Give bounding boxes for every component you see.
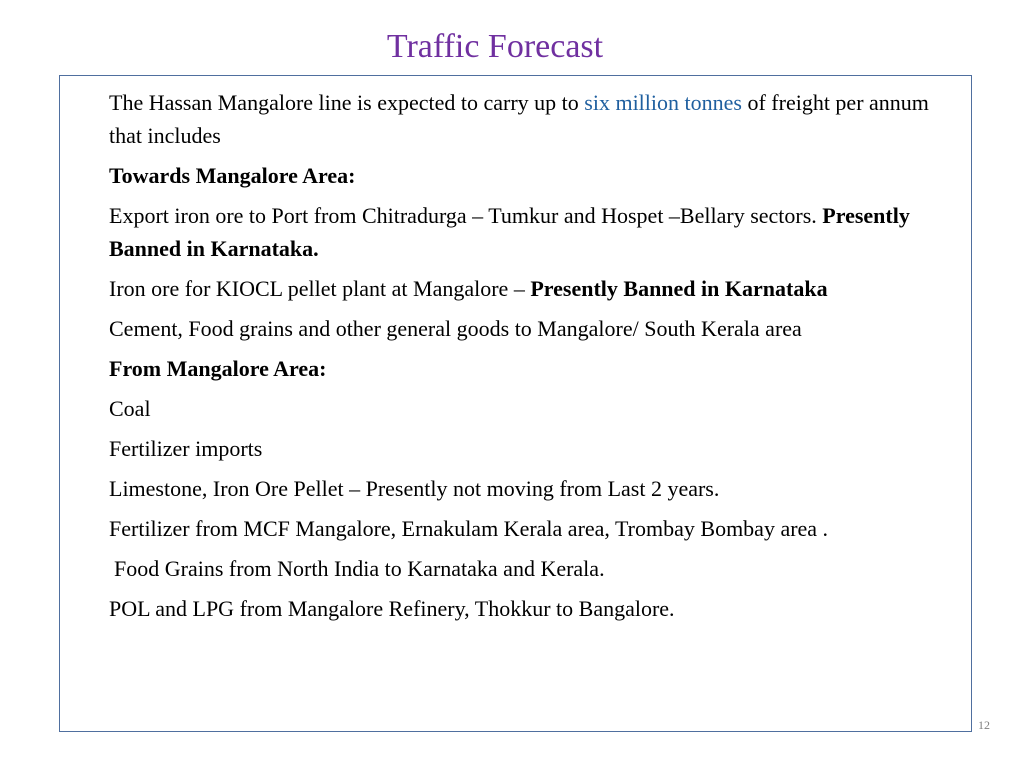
slide-title: Traffic Forecast — [386, 28, 604, 65]
kiocl-item — [109, 272, 959, 305]
from-item-coal: Coal — [109, 396, 151, 421]
export-item-status: Presently Banned in Karnataka. — [109, 203, 910, 261]
from-item-fertilizer-imports: Fertilizer imports — [109, 436, 263, 461]
intro-text-before: The Hassan Mangalore line is expected to carry up to — [109, 90, 585, 115]
export-item-text: Export iron ore to Port from Chitradurga – Tumkur and Hospet –Bellary sectors. — [109, 203, 823, 228]
intro-highlight: six million tonnes — [584, 90, 742, 115]
from-item-pol-lpg: POL and LPG from Mangalore Refinery, Thokkur to Bangalore. — [109, 596, 675, 621]
export-item — [109, 199, 959, 265]
slide-number: 12 — [978, 718, 990, 732]
content-body — [109, 86, 959, 632]
cement-item: Cement, Food grains and other general goods to Mangalore/ South Kerala area — [109, 316, 802, 341]
intro-paragraph — [109, 86, 959, 152]
from-item-fertilizer-mcf: Fertilizer from MCF Mangalore, Ernakulam Kerala area, Trombay Bombay area . — [109, 516, 829, 541]
intro-text-after: of freight per annum that includes — [109, 90, 929, 148]
from-item-limestone: Limestone, Iron Ore Pellet – Presently not moving from Last 2 years. — [109, 476, 720, 501]
towards-heading: Towards Mangalore Area: — [109, 163, 356, 188]
from-heading: From Mangalore Area: — [109, 356, 327, 381]
kiocl-item-text: Iron ore for KIOCL pellet plant at Mangalore – — [109, 276, 531, 301]
from-item-food-grains: Food Grains from North India to Karnataka and Kerala. — [114, 556, 605, 581]
kiocl-item-status: Presently Banned in Karnataka — [530, 276, 828, 301]
